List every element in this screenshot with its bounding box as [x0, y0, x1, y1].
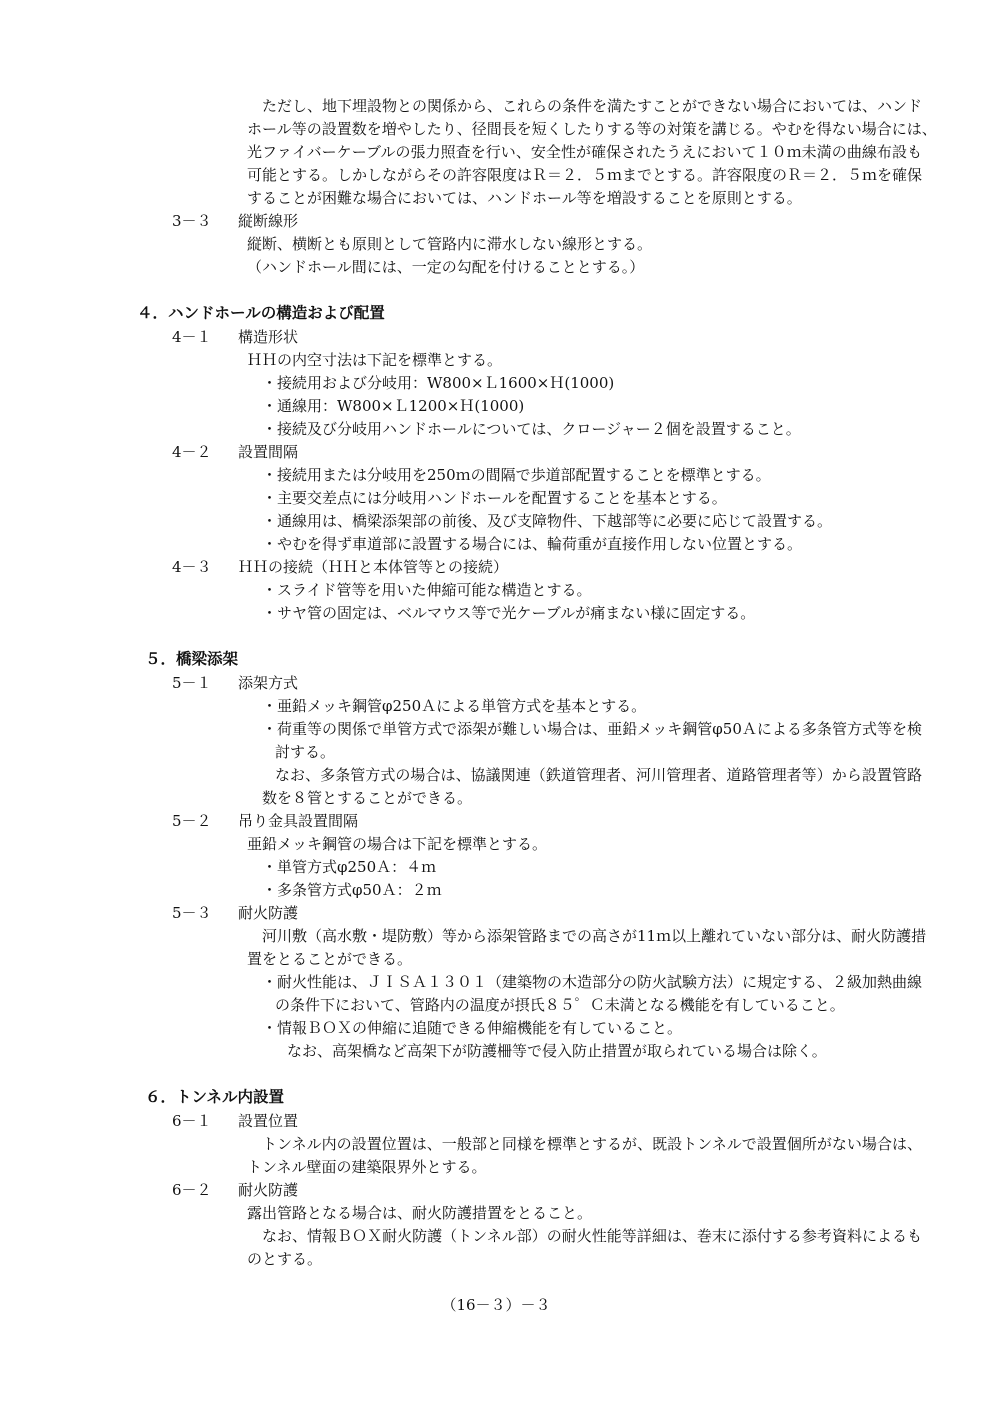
subsection-title: ＨＨの接続（ＨＨと本体管等との接続）	[238, 558, 509, 576]
subsection-title: 耐火防護	[238, 1181, 299, 1199]
section-heading: ６．トンネル内設置	[145, 1088, 285, 1106]
paragraph-line: 亜鉛メッキ鋼管の場合は下記を標準とする。	[247, 835, 548, 853]
list-item: ・接続用または分岐用を250ｍの間隔で歩道部配置することを標準とする。	[262, 466, 771, 484]
section-heading: ４．ハンドホールの構造および配置	[137, 304, 385, 322]
subsection-number: 5－２	[172, 812, 212, 830]
paragraph-line: 河川敷（高水敷・堤防敷）等から添架管路までの高さが11ｍ以上離れていない部分は、耐火防護措	[262, 927, 927, 945]
subsection-title: 吊り金具設置間隔	[238, 812, 359, 830]
paragraph-line: ホール等の設置数を増やしたり、径間長を短くしたりする等の対策を講じる。やむを得ない場合には、	[247, 120, 937, 138]
subsection-heading	[172, 1179, 298, 1201]
paragraph-line: のとする。	[247, 1250, 323, 1268]
subsection-number: 5－３	[172, 904, 212, 922]
list-item: ・通線用：W800×Ｌ1200×Ｈ(1000)	[262, 397, 525, 415]
paragraph-line: ただし、地下埋設物との関係から、これらの条件を満たすことができない場合においては、ハンド	[262, 97, 923, 115]
subsection-heading	[172, 556, 508, 578]
list-item: ・亜鉛メッキ鋼管φ250Ａによる単管方式を基本とする。	[262, 697, 647, 715]
list-item: ・サヤ管の固定は、ベルマウス等で光ケーブルが痛まない様に固定する。	[262, 604, 756, 622]
list-item-continuation: の条件下において、管路内の温度が摂氏８５゜Ｃ未満となる機能を有していること。	[275, 996, 845, 1014]
subsection-heading	[172, 441, 298, 463]
paragraph-line: 露出管路となる場合は、耐火防護措置をとること。	[247, 1204, 593, 1222]
list-item: ・接続用および分岐用：W800×Ｌ1600×Ｈ(1000)	[262, 374, 615, 392]
list-item: ・スライド管等を用いた伸縮可能な構造とする。	[262, 581, 592, 599]
paragraph-line: 置をとることができる。	[247, 950, 413, 968]
subsection-title: 設置間隔	[238, 443, 299, 461]
subsection-number: 5－１	[172, 674, 212, 692]
list-item: ・多条管方式φ50Ａ：２ｍ	[262, 881, 442, 899]
subsection-heading	[172, 810, 358, 832]
subsection-number: 6－２	[172, 1181, 212, 1199]
list-item: ・やむを得ず車道部に設置する場合には、輪荷重が直接作用しない位置とする。	[262, 535, 803, 553]
subsection-title: 縦断線形	[238, 212, 299, 230]
subsection-number: 4－２	[172, 443, 212, 461]
paragraph-line: なお、高架橋など高架下が防護柵等で侵入防止措置が取られている場合は除く。	[287, 1042, 827, 1060]
paragraph-line: 可能とする。しかしながらその許容限度はＲ＝２．５ｍまでとする。許容限度のＲ＝２．５ｍを確保	[247, 166, 923, 184]
paragraph-line: トンネル内の設置位置は、一般部と同様を標準とするが、既設トンネルで設置個所がない場合は、	[262, 1135, 922, 1153]
subsection-number: 6－１	[172, 1112, 212, 1130]
page-number: （16－３）－３	[441, 1296, 551, 1314]
paragraph-line: トンネル壁面の建築限界外とする。	[247, 1158, 487, 1176]
list-item-continuation: 討する。	[275, 743, 336, 761]
paragraph-line: なお、多条管方式の場合は、協議関連（鉄道管理者、河川管理者、道路管理者等）から設置管路	[275, 766, 922, 784]
list-item: ・単管方式φ250Ａ：４ｍ	[262, 858, 437, 876]
list-item: ・主要交差点には分岐用ハンドホールを配置することを基本とする。	[262, 489, 727, 507]
subsection-heading	[172, 1110, 298, 1132]
subsection-title: 添架方式	[238, 674, 299, 692]
section-heading: ５．橋梁添架	[145, 650, 239, 668]
list-item: ・荷重等の関係で単管方式で添架が難しい場合は、亜鉛メッキ鋼管φ50Ａによる多条管方式等を検	[262, 720, 922, 738]
subsection-number: 4－３	[172, 558, 212, 576]
paragraph-line: 光ファイバーケーブルの張力照査を行い、安全性が確保されたうえにおいて１０ｍ未満の曲線布設も	[247, 143, 922, 161]
list-item: ・接続及び分岐用ハンドホールについては、クロージャー２個を設置すること。	[262, 420, 801, 438]
list-item: ・通線用は、橋梁添架部の前後、及び支障物件、下越部等に必要に応じて設置する。	[262, 512, 833, 530]
paragraph-line: 数を８管とすることができる。	[262, 789, 473, 807]
subsection-heading	[172, 326, 298, 348]
paragraph-line: することが困難な場合においては、ハンドホール等を増設することを原則とする。	[247, 189, 802, 207]
subsection-title: 構造形状	[238, 328, 299, 346]
subsection-number: 4－１	[172, 328, 212, 346]
list-item: ・耐火性能は、ＪＩＳＡ１３０１（建築物の木造部分の防火試験方法）に規定する、２級加熱曲線	[262, 973, 923, 991]
subsection-title: 耐火防護	[238, 904, 299, 922]
list-item: ・情報ＢＯＸの伸縮に追随できる伸縮機能を有していること。	[262, 1019, 683, 1037]
paragraph-line: ＨＨの内空寸法は下記を標準とする。	[247, 351, 503, 369]
subsection-heading	[172, 210, 298, 232]
subsection-number: 3－３	[172, 212, 212, 230]
paragraph-line: 縦断、横断とも原則として管路内に滞水しない線形とする。	[247, 235, 653, 253]
subsection-title: 設置位置	[238, 1112, 299, 1130]
paragraph-line: （ハンドホール間には、一定の勾配を付けることとする。）	[247, 258, 645, 276]
subsection-heading	[172, 902, 298, 924]
subsection-heading	[172, 672, 298, 694]
paragraph-line: なお、情報ＢＯＸ耐火防護（トンネル部）の耐火性能等詳細は、巻末に添付する参考資料によるも	[262, 1227, 922, 1245]
